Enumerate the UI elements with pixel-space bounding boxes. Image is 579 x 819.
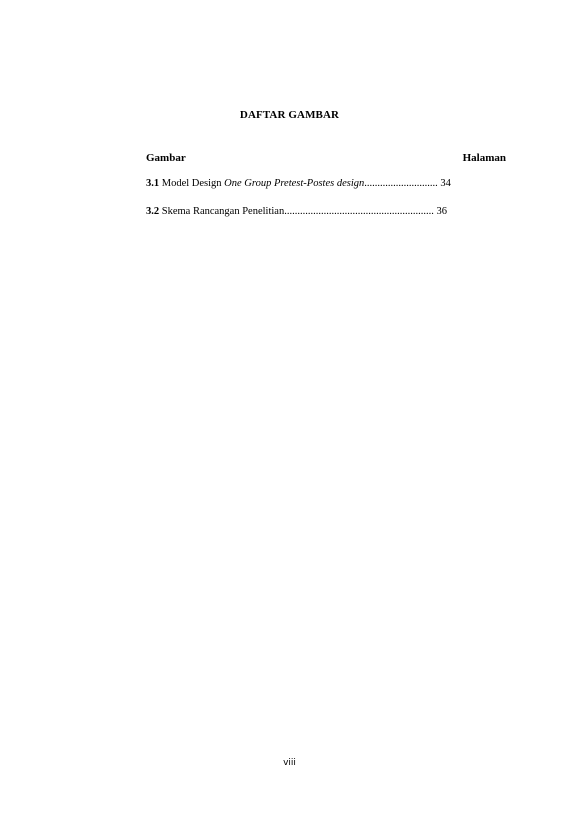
figure-list-item (146, 205, 447, 219)
figure-caption: Skema Rancangan Penelitian (161, 206, 285, 217)
dot-leader: ............................ (364, 178, 438, 189)
page-number: viii (283, 758, 296, 768)
figure-page-number: 36 (436, 206, 447, 217)
figure-list-item (146, 177, 451, 191)
figure-caption-italic: One Group Pretest-Postes design (224, 178, 365, 189)
page-title: DAFTAR GAMBAR (239, 109, 340, 121)
figure-caption: Model Design (161, 178, 222, 189)
figure-number: 3.2 (146, 206, 160, 217)
dot-leader: ......................................................... (284, 206, 434, 217)
figure-page-number: 34 (440, 178, 451, 189)
column-header-gambar: Gambar (146, 152, 186, 164)
figure-number: 3.1 (146, 178, 160, 189)
column-header-halaman: Halaman (462, 152, 506, 164)
